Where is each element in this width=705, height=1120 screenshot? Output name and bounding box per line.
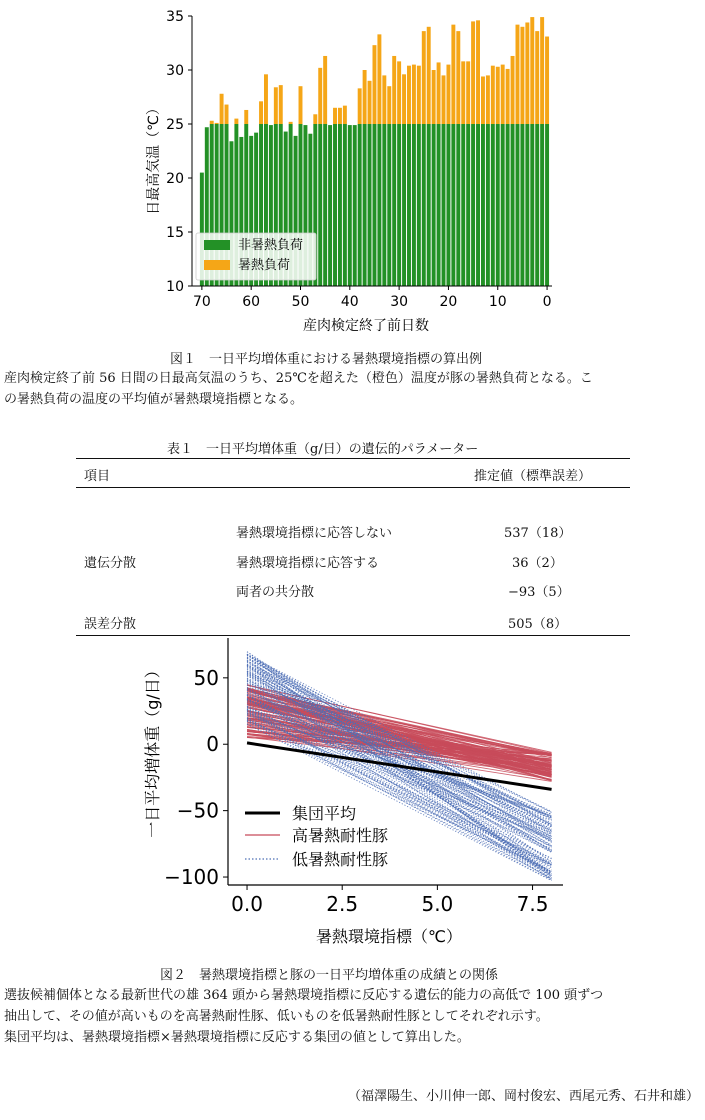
bar-heat: [535, 31, 539, 124]
bar-heat: [244, 110, 248, 124]
bar-non-heat: [466, 124, 470, 286]
bar-heat: [407, 66, 411, 124]
bar-heat: [387, 86, 391, 124]
bar-non-heat: [323, 124, 327, 286]
fig1-legend: [196, 233, 316, 280]
bar-non-heat: [368, 124, 372, 286]
authors: （福澤陽生、小川伸一郎、岡村俊宏、西尾元秀、石井和雄）: [347, 1089, 699, 1104]
bar-heat: [412, 65, 416, 124]
bar-non-heat: [535, 124, 539, 286]
bar-non-heat: [353, 125, 357, 286]
legend-label-non-heat: 非暑熱負荷: [238, 238, 304, 253]
bar-non-heat: [496, 124, 500, 286]
table1-row-value: 537（18）: [504, 526, 572, 541]
table1-header-value: 推定値（標準誤差）: [474, 469, 592, 484]
fig2-y-tick-label: 50: [193, 665, 219, 690]
bar-non-heat: [442, 124, 446, 286]
bar-non-heat: [525, 124, 529, 286]
fig1-x-tick-label: 0: [542, 294, 552, 310]
bar-non-heat: [501, 124, 505, 286]
table1-row-value: 505（8）: [508, 617, 568, 632]
fig1-y-tick-label: 10: [166, 279, 184, 295]
fig1-x-tick-label: 60: [242, 294, 261, 310]
bar-heat: [397, 61, 401, 124]
bar-heat: [264, 74, 268, 124]
fig2-legend: [245, 804, 388, 869]
fig2-y-tick-label: −100: [164, 865, 219, 890]
bar-heat: [511, 56, 515, 124]
bar-heat: [338, 108, 342, 124]
bar-heat: [437, 62, 441, 124]
bar-non-heat: [338, 124, 342, 286]
fig2-y-tick-label: −50: [176, 798, 219, 823]
fig1-x-tick-label: 40: [340, 294, 359, 310]
fig2-x-tick-label: 2.5: [326, 892, 359, 916]
bar-non-heat: [363, 124, 367, 286]
fig2-lines: [247, 652, 552, 881]
bar-heat: [451, 25, 455, 124]
bar-heat: [525, 22, 529, 124]
table1-row-value: 36（2）: [512, 556, 563, 571]
bar-heat: [259, 101, 263, 124]
fig1-x-axis-label: 産肉検定終了前日数: [303, 318, 429, 334]
bar-non-heat: [407, 124, 411, 286]
legend-label-population-mean: 集団平均: [292, 804, 357, 823]
legend-label-high-tolerance: 高暑熱耐性豚: [292, 826, 389, 845]
bar-heat: [220, 94, 224, 124]
bar-heat: [289, 122, 293, 124]
bar-non-heat: [333, 124, 337, 286]
table1-header-item: 項目: [84, 469, 111, 484]
fig1-y-tick-label: 20: [166, 171, 184, 187]
bar-heat: [358, 88, 362, 124]
fig1-y-axis-label: 日最高気温（℃）: [146, 101, 162, 215]
bar-heat: [471, 21, 475, 124]
bar-heat: [506, 69, 510, 124]
bar-heat: [442, 75, 446, 124]
fig1-y-tick-label: 30: [166, 63, 184, 79]
bar-heat: [486, 75, 490, 124]
bar-non-heat: [481, 124, 485, 286]
fig2-x-tick-label: 0.0: [231, 892, 263, 916]
bar-heat: [466, 61, 470, 124]
bar-non-heat: [372, 124, 376, 286]
bar-heat: [461, 61, 465, 124]
bar-non-heat: [456, 124, 460, 286]
bar-non-heat: [377, 124, 381, 286]
bar-non-heat: [491, 124, 495, 286]
bar-heat: [368, 81, 372, 124]
bar-heat: [323, 56, 327, 124]
fig1-x-tick-label: 70: [192, 294, 211, 310]
bar-non-heat: [530, 124, 534, 286]
bar-non-heat: [318, 124, 322, 286]
bar-non-heat: [511, 124, 515, 286]
bar-non-heat: [412, 124, 416, 286]
legend-swatch-heat: [204, 260, 230, 270]
bar-heat: [520, 27, 524, 124]
fig1-x-tick-label: 30: [390, 294, 409, 310]
bar-non-heat: [422, 124, 426, 286]
bar-heat: [318, 68, 322, 124]
bar-heat: [343, 106, 347, 124]
figure2-caption: 図２ 暑熱環境指標と豚の一日平均増体重の成績との関係: [160, 968, 499, 983]
bar-heat: [476, 20, 480, 124]
figure2-description-line1: 選抜候補個体となる最新世代の雄 364 頭から暑熱環境指標に反応する遺伝的能力の高低で 100 頭ずつ: [4, 988, 604, 1003]
fig2-y-axis-label: 一日平均増体重（g/日）: [143, 662, 162, 838]
table1-row-value: −93（5）: [508, 585, 570, 600]
bar-heat: [427, 27, 431, 124]
bar-non-heat: [516, 124, 520, 286]
fig1-x-tick-label: 20: [439, 294, 458, 310]
legend-swatch-non-heat: [204, 240, 230, 250]
legend-label-low-tolerance: 低暑熱耐性豚: [292, 850, 389, 869]
figure1-description-line2: の暑熱負荷の温度の平均値が暑熱環境指標となる。: [4, 392, 304, 407]
fig2-x-tick-label: 5.0: [421, 892, 454, 916]
bar-heat: [225, 105, 229, 124]
bar-non-heat: [392, 124, 396, 286]
bar-non-heat: [328, 125, 332, 286]
bar-non-heat: [506, 124, 510, 286]
bar-non-heat: [446, 124, 450, 286]
figure2-description-line3: 集団平均は、暑熱環境指標×暑熱環境指標に反応する集団の値として算出した。: [4, 1030, 470, 1045]
bar-heat: [392, 56, 396, 124]
figure2-line-chart: [0, 620, 705, 960]
table1-group-genetic: 遺伝分散: [84, 556, 137, 571]
bar-heat: [530, 17, 534, 124]
bar-heat: [234, 119, 238, 124]
bar-non-heat: [540, 124, 544, 286]
fig2-axes: [164, 638, 563, 916]
bar-heat: [372, 45, 376, 124]
bar-non-heat: [348, 125, 352, 286]
figure1-bar-chart: [0, 0, 705, 345]
fig1-x-tick-label: 10: [488, 294, 507, 310]
bar-non-heat: [417, 124, 421, 286]
bar-heat: [516, 25, 520, 124]
bar-non-heat: [382, 124, 386, 286]
bar-non-heat: [427, 124, 431, 286]
bar-non-heat: [471, 124, 475, 286]
fig1-y-tick-label: 35: [166, 9, 184, 25]
bar-heat: [299, 86, 303, 124]
bar-non-heat: [451, 124, 455, 286]
bar-heat: [333, 108, 337, 124]
bar-heat: [377, 34, 381, 124]
bar-heat: [540, 17, 544, 124]
bar-heat: [491, 66, 495, 124]
bar-non-heat: [432, 124, 436, 286]
bar-heat: [382, 75, 386, 124]
bar-non-heat: [520, 124, 524, 286]
bar-non-heat: [486, 124, 490, 286]
bar-heat: [313, 114, 317, 124]
bar-heat: [481, 76, 485, 124]
figure1-description-line1: 産肉検定終了前 56 日間の日最高気温のうち、25℃を超えた（橙色）温度が豚の暑熱負荷となる。こ: [4, 371, 593, 386]
table1: [76, 458, 630, 636]
bar-non-heat: [358, 124, 362, 286]
fig1-y-tick-label: 25: [166, 117, 184, 133]
figure1-caption: 図１ 一日平均増体重における暑熱環境指標の算出例: [170, 352, 483, 367]
fig1-x-tick-label: 50: [291, 294, 310, 310]
bar-heat: [501, 65, 505, 124]
bar-heat: [402, 74, 406, 124]
fig2-x-tick-label: 7.5: [516, 892, 549, 916]
bar-non-heat: [402, 124, 406, 286]
bar-heat: [422, 31, 426, 124]
table1-row-label: 両者の共分散: [236, 585, 315, 600]
figure2-description-line2: 抽出して、その値が高いものを高暑熱耐性豚、低いものを低暑熱耐性豚としてそれぞれ示す。: [4, 1009, 549, 1024]
bar-non-heat: [387, 124, 391, 286]
bar-heat: [456, 31, 460, 124]
table1-row-label: 暑熱環境指標に応答しない: [236, 526, 393, 541]
table1-row-label: 暑熱環境指標に応答する: [236, 556, 380, 571]
legend-label-heat: 暑熱負荷: [238, 258, 291, 273]
bar-heat: [274, 87, 278, 124]
bar-heat: [432, 70, 436, 124]
fig2-y-tick-label: 0: [206, 732, 219, 757]
bar-non-heat: [397, 124, 401, 286]
bar-heat: [279, 85, 283, 124]
bar-heat: [215, 123, 219, 124]
bar-heat: [417, 66, 421, 124]
bar-non-heat: [437, 124, 441, 286]
bar-non-heat: [461, 124, 465, 286]
bar-non-heat: [545, 124, 549, 286]
bar-heat: [496, 67, 500, 124]
bar-heat: [363, 70, 367, 124]
bar-non-heat: [343, 124, 347, 286]
fig2-x-axis-label: 暑熱環境指標（℃）: [316, 927, 462, 946]
table1-group-error: 誤差分散: [84, 617, 137, 632]
table1-title: 表１ 一日平均増体重（g/日）の遺伝的パラメーター: [167, 442, 479, 457]
bar-heat: [210, 121, 214, 124]
bar-heat: [446, 65, 450, 124]
fig1-y-tick-label: 15: [166, 225, 184, 241]
bar-non-heat: [476, 124, 480, 286]
bar-heat: [545, 37, 549, 124]
